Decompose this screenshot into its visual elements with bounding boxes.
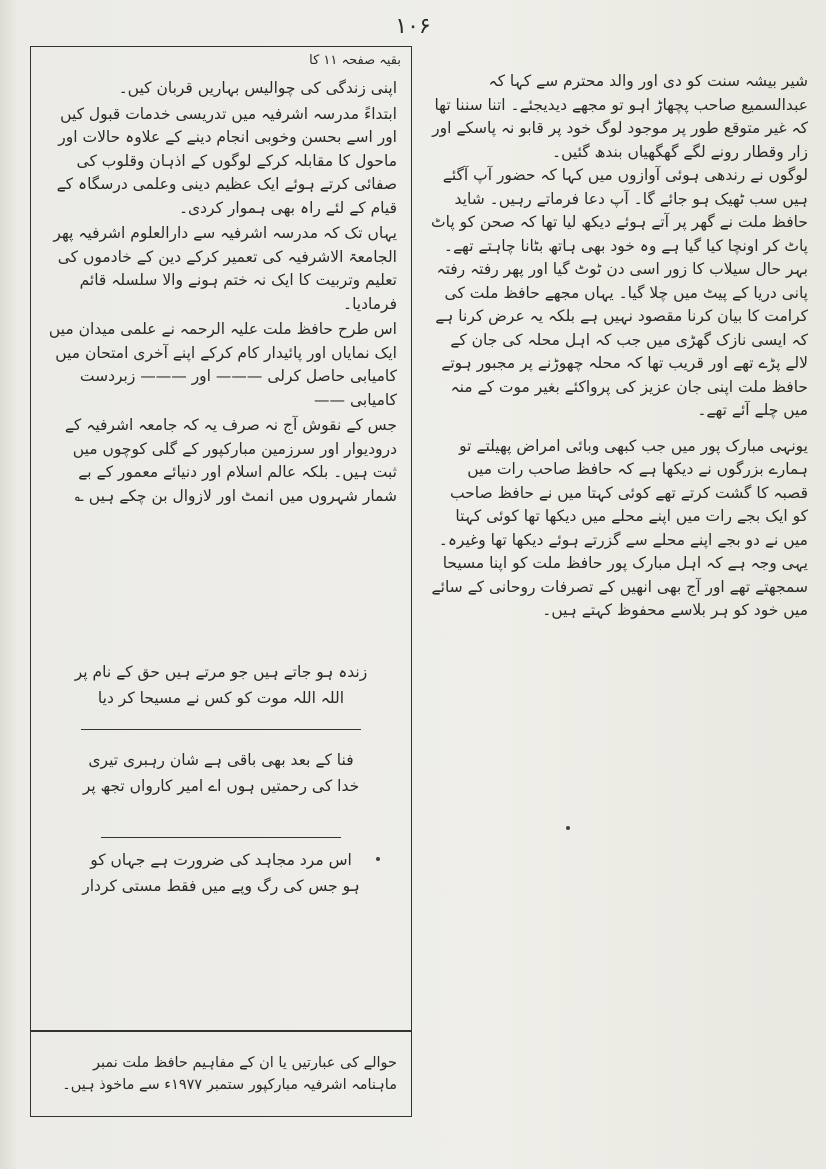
- paragraph: یہی وجہ ہے کہ اہل مبارک پور حافظ ملت کو اپنا مسیحا سمجھتے تھے اور آج بھی انھیں کے تصرفات روحانی کے سائے میں خود کو ہر بلاسے محفوظ کہتے ہیں۔: [431, 554, 808, 619]
- verse-line: ہو جس کی رگ وپے میں فقط مستی کردار: [82, 877, 360, 895]
- verse-line: اللہ اللہ موت کو کس نے مسیحا کر دیا: [97, 689, 345, 707]
- paragraph: ابتداءً مدرسہ اشرفیہ میں تدریسی خدمات قبول کیں اور اسے بحسن وخوبی انجام دینے کے علاوہ حالات اور ماحول کا مقابلہ کرکے لوگوں کے اذہان وقلوب کی صفائی کرتے ہوئے ایک عظیم دینی وعلمی درسگاہ کے قیام کے لئے راہ بھی ہموار کردی۔: [56, 104, 397, 217]
- paragraph: یونہی مبارک پور میں جب کبھی وبائی امراض پھیلتے تو ہمارے بزرگوں نے دیکھا ہے کہ حافظ صاحب رات میں قصبہ کا گشت کرتے تھے کوئی کہتا میں نے حافظ صاحب کو ایک بجے رات میں اپنے محلے میں دیکھا تھا کوئی کہتا میں نے دو بجے اپنے محلے سے گزرتے ہوئے دیکھا تھا وغیرہ۔: [438, 436, 808, 549]
- left-column-text: [45, 77, 397, 510]
- paragraph: اس طرح حافظ ملت علیہ الرحمہ نے علمی میدان میں ایک نمایاں اور پائیدار کام کرکے اپنے آخری امتحان میں کامیابی حاصل کرلی ——— اور ——— زبردست کامیابی ——: [48, 320, 397, 409]
- couplet: [51, 659, 391, 711]
- left-column-box: [30, 46, 412, 1031]
- paragraph: شیر بیشہ سنت کو دی اور والد محترم سے کہا کہ عبدالسمیع صاحب پچھاڑ اہو تو مجھے دیدیجئے۔ اتنا سننا تھا کہ غیر متوقع طور پر موجود لوگ خود پر قابو نہ پاسکے اور زار وقطار رونے لگے گھگھیاں بندھ گئیں۔: [432, 72, 808, 161]
- verse-line: خدا کی رحمتیں ہوں اے امیر کارواں تجھ پر: [82, 777, 360, 795]
- divider: [81, 729, 361, 730]
- couplet: [51, 747, 391, 799]
- footnote: حوالے کی عبارتیں یا ان کے مفاہیم حافظ ملت نمبر ماہنامہ اشرفیہ مبارکپور ستمبر ۱۹۷۷ء سے ماخوذ ہیں۔: [62, 1055, 397, 1093]
- paragraph: لوگوں نے رندھی ہوئی آوازوں میں کہا کہ حضور آپ آگئے ہیں سب ٹھیک ہو جائے گا۔ آپ دعا فرماتے رہیں۔ شاید حافظ ملت نے گھر پر آتے ہوئے دیکھ لیا تھا کہ صحن کو پاٹ پاٹ کر اونچا کیا گیا ہے وہ خود بھی ہاتھ بٹانا چاہتے تھے۔ بہر حال سیلاب کا زور اسی دن ٹوٹ گیا اور پھر رفتہ رفتہ پانی دریا کے پیٹ میں چلا گیا۔ یہاں مجھے حافظ ملت کی کرامت کا بیان کرنا مقصود نہیں ہے بلکہ یہ عرض کرنا ہے کہ ایسی نازک گھڑی میں جب کہ اہل محلہ کی جان کے لالے پڑے تھے اور قریب تھا کہ محلہ چھوڑنے پر مجبور ہوتے حافظ ملت اپنی جان عزیز کی پرواکئے بغیر موت کے منہ میں چلے آئے تھے۔: [431, 166, 808, 419]
- verse-line: اس مرد مجاہد کی ضرورت ہے جہاں کو: [90, 851, 352, 869]
- paragraph: یہاں تک کہ مدرسہ اشرفیہ سے دارالعلوم اشرفیہ پھر الجامعۃ الاشرفیہ کی تعمیر کرکے دین کے خادموں کی تعلیم وتربیت کا ایک نہ ختم ہونے والا سلسلہ قائم فرمادیا۔: [53, 224, 397, 313]
- verse-line: زندہ ہو جاتے ہیں جو مرتے ہیں حق کے نام پر: [74, 663, 368, 681]
- paragraph: جس کے نقوش آج نہ صرف یہ کہ جامعہ اشرفیہ کے درودیوار اور سرزمین مبارکپور کے گلی کوچوں میں ثبت ہیں۔ بلکہ عالم اسلام اور دنیائے معمور کے بے شمار شہروں میں انمٹ اور لازوال بن چکے ہیں ؎: [64, 416, 397, 505]
- footnote-box: [30, 1031, 412, 1117]
- bullet-dot: [376, 857, 380, 861]
- right-column-text: [430, 70, 808, 623]
- verse-line: فنا کے بعد بھی باقی ہے شان رہبری تیری: [88, 751, 354, 769]
- couplet: [51, 847, 391, 899]
- stray-dot: [566, 826, 570, 830]
- divider: [101, 837, 341, 838]
- continuation-tag: بقیہ صفحہ ۱۱ کا: [309, 53, 401, 68]
- page-number: ۱۰۶: [395, 14, 431, 39]
- paragraph: اپنی زندگی کی چوالیس بہاریں قربان کیں۔: [118, 79, 397, 97]
